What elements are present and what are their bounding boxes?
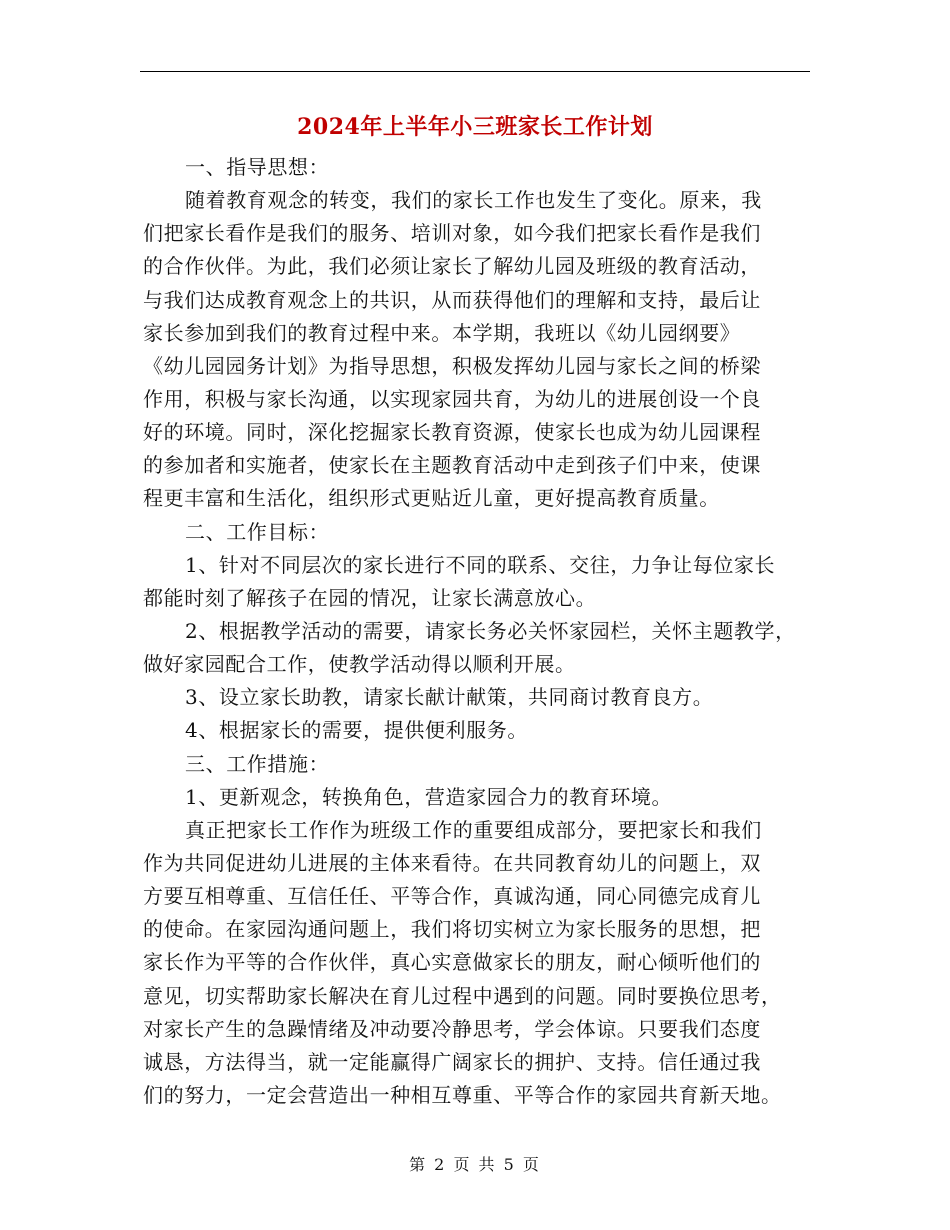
body-line: 作用，积极与家长沟通，以实现家园共育，为幼儿的进展创设一个良 (143, 386, 761, 411)
document-body (143, 151, 813, 1112)
header-rule (140, 71, 810, 72)
body-line: 好的环境。同时，深化挖掘家长教育资源，使家长也成为幼儿园课程 (143, 420, 761, 445)
body-line: 3、设立家长助教，请家长献计献策，共同商讨教育良方。 (185, 685, 714, 710)
body-line: 的参加者和实施者，使家长在主题教育活动中走到孩子们中来，使课 (143, 453, 761, 478)
body-line: 作为共同促进幼儿进展的主体来看待。在共同教育幼儿的问题上，双 (143, 850, 761, 875)
body-line: 4、根据家长的需要，提供便利服务。 (185, 718, 528, 743)
body-line: 1、更新观念，转换角色，营造家园合力的教育环境。 (185, 784, 673, 809)
page-number: 第 2 页 共 5 页 (409, 1155, 541, 1174)
body-line: 二、工作目标： (185, 519, 330, 544)
body-line: 家长参加到我们的教育过程中来。本学期，我班以《幼儿园纲要》 (143, 320, 741, 345)
body-line: 程更丰富和生活化，组织形式更贴近儿童，更好提高教育质量。 (143, 486, 720, 511)
body-line: 《幼儿园园务计划》为指导思想，积极发挥幼儿园与家长之间的桥梁 (143, 353, 761, 378)
document-title: 2024年上半年小三班家长工作计划 (297, 114, 653, 140)
body-line: 2、根据教学活动的需要，请家长务必关怀家园栏，关怀主题教学， (185, 618, 796, 643)
body-line: 一、指导思想： (185, 155, 330, 179)
body-line: 做好家园配合工作，使教学活动得以顺利开展。 (143, 652, 576, 677)
body-line: 方要互相尊重、互信任任、平等合作，真诚沟通，同心同德完成育儿 (143, 884, 761, 909)
body-line: 意见，切实帮助家长解决在育儿过程中遇到的问题。同时要换位思考， (143, 983, 782, 1008)
body-line: 真正把家长工作作为班级工作的重要组成部分，要把家长和我们 (185, 817, 762, 842)
body-line: 三、工作措施： (185, 751, 330, 776)
body-line: 们的努力，一定会营造出一种相互尊重、平等合作的家园共育新天地。 (143, 1082, 782, 1107)
body-line: 对家长产生的急躁情绪及冲动要冷静思考，学会体谅。只要我们态度 (143, 1016, 761, 1041)
body-line: 的合作伙伴。为此，我们必须让家长了解幼儿园及班级的教育活动， (143, 254, 761, 279)
body-line: 随着教育观念的转变，我们的家长工作也发生了变化。原来，我 (185, 188, 762, 213)
body-line: 家长作为平等的合作伙伴，真心实意做家长的朋友，耐心倾听他们的 (143, 950, 761, 975)
body-line: 1、针对不同层次的家长进行不同的联系、交往，力争让每位家长 (185, 552, 776, 577)
body-line: 们把家长看作是我们的服务、培训对象，如今我们把家长看作是我们 (143, 221, 761, 246)
body-line: 都能时刻了解孩子在园的情况，让家长满意放心。 (143, 585, 597, 610)
body-line: 诚恳，方法得当，就一定能赢得广阔家长的拥护、支持。信任通过我 (143, 1049, 761, 1074)
body-line: 与我们达成教育观念上的共识，从而获得他们的理解和支持，最后让 (143, 287, 761, 312)
body-line: 的使命。在家园沟通问题上，我们将切实树立为家长服务的思想，把 (143, 917, 761, 942)
